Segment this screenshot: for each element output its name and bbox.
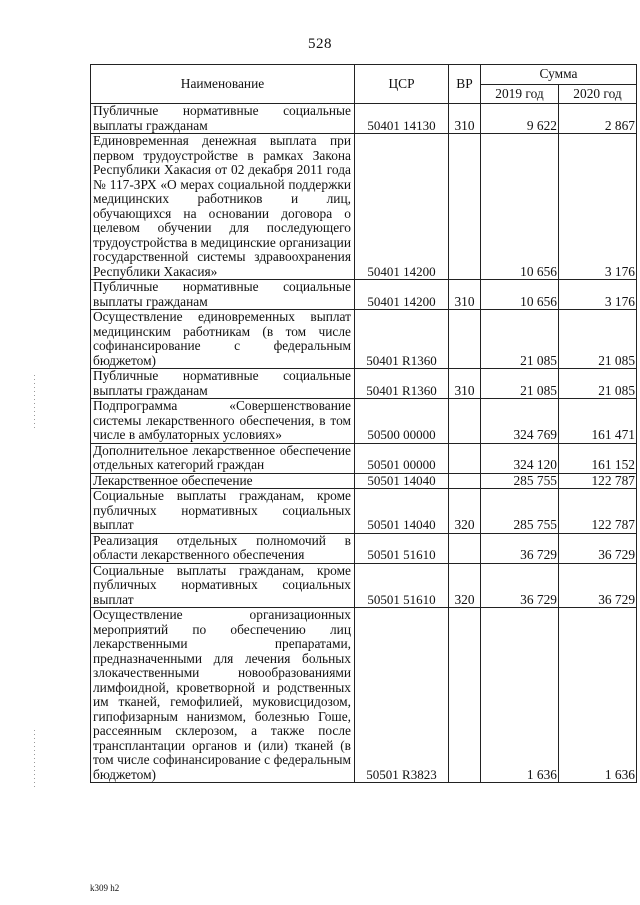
row-sum-2020: 21 085 — [559, 369, 637, 399]
row-name: Дополнительное лекарственное обеспечение отдельных категорий граждан — [91, 443, 355, 473]
row-name: Лекарственное обеспечение — [91, 473, 355, 489]
row-csr: 50501 00000 — [355, 443, 449, 473]
margin-scan-mark — [34, 375, 35, 430]
row-vr: 310 — [449, 369, 481, 399]
table-row — [91, 369, 637, 399]
row-csr: 50401 R1360 — [355, 369, 449, 399]
table-row — [91, 563, 637, 608]
row-csr: 50501 51610 — [355, 563, 449, 608]
table-row — [91, 473, 637, 489]
row-sum-2019: 36 729 — [481, 533, 559, 563]
row-vr — [449, 533, 481, 563]
table-row — [91, 399, 637, 444]
header-vr: ВР — [449, 65, 481, 104]
row-csr: 50401 14200 — [355, 280, 449, 310]
row-sum-2020: 161 152 — [559, 443, 637, 473]
row-csr: 50501 14040 — [355, 489, 449, 534]
row-sum-2020: 36 729 — [559, 563, 637, 608]
row-sum-2019: 285 755 — [481, 489, 559, 534]
row-sum-2019: 10 656 — [481, 280, 559, 310]
row-sum-2019: 21 085 — [481, 310, 559, 369]
row-sum-2019: 9 622 — [481, 104, 559, 134]
table-row — [91, 443, 637, 473]
row-sum-2020: 21 085 — [559, 310, 637, 369]
row-sum-2020: 36 729 — [559, 533, 637, 563]
row-vr — [449, 134, 481, 280]
row-csr: 50401 14130 — [355, 104, 449, 134]
row-sum-2020: 122 787 — [559, 473, 637, 489]
table-row — [91, 104, 637, 134]
row-name: Социальные выплаты гражданам, кроме публичных нормативных социальных выплат — [91, 489, 355, 534]
row-vr — [449, 310, 481, 369]
row-name: Подпрограмма «Совершенствование системы лекарственного обеспечения, в том числе в амбулаторных условиях» — [91, 399, 355, 444]
row-name: Осуществление единовременных выплат медицинским работникам (в том числе софинансирование с федеральным бюджетом) — [91, 310, 355, 369]
row-vr: 310 — [449, 104, 481, 134]
header-year-2019: 2019 год — [481, 84, 559, 104]
footer-code: k309 h2 — [90, 883, 120, 893]
row-sum-2020: 2 867 — [559, 104, 637, 134]
row-name: Социальные выплаты гражданам, кроме публичных нормативных социальных выплат — [91, 563, 355, 608]
row-name: Осуществление организационных мероприятий по обеспечению лиц лекарственными препаратами, предназначенными для лечения больных злокачественными новообразованиями лимфоидной, кроветворной и родственных им тканей, гемофилией, муковисцидозом, гипофизарным нанизмом, болезнью Гоше, рассеянным склерозом, а также после трансплантации органов и (или) тканей (в том числе софинансирование с федеральным бюджетом) — [91, 608, 355, 783]
page-number: 528 — [308, 36, 332, 52]
row-vr — [449, 399, 481, 444]
row-csr: 50501 14040 — [355, 473, 449, 489]
row-vr: 320 — [449, 563, 481, 608]
row-vr: 310 — [449, 280, 481, 310]
header-name: Наименование — [91, 65, 355, 104]
row-vr — [449, 608, 481, 783]
header-sum: Сумма — [481, 65, 637, 85]
budget-table — [90, 64, 637, 783]
row-sum-2020: 1 636 — [559, 608, 637, 783]
table-row — [91, 489, 637, 534]
row-sum-2020: 161 471 — [559, 399, 637, 444]
row-vr — [449, 473, 481, 489]
row-name: Публичные нормативные социальные выплаты гражданам — [91, 369, 355, 399]
header-year-2020: 2020 год — [559, 84, 637, 104]
row-sum-2020: 3 176 — [559, 134, 637, 280]
row-sum-2020: 3 176 — [559, 280, 637, 310]
row-csr: 50401 14200 — [355, 134, 449, 280]
table-row — [91, 280, 637, 310]
row-vr: 320 — [449, 489, 481, 534]
row-name: Публичные нормативные социальные выплаты гражданам — [91, 104, 355, 134]
row-sum-2019: 10 656 — [481, 134, 559, 280]
table-row — [91, 134, 637, 280]
row-sum-2019: 21 085 — [481, 369, 559, 399]
row-csr: 50501 R3823 — [355, 608, 449, 783]
table-row — [91, 310, 637, 369]
row-sum-2019: 36 729 — [481, 563, 559, 608]
row-csr: 50501 51610 — [355, 533, 449, 563]
margin-scan-mark — [34, 730, 35, 790]
row-name: Единовременная денежная выплата при первом трудоустройстве в рамках Закона Республики Хакасия от 02 декабря 2011 года № 117-ЗРХ «О мерах социальной поддержки медицинских работников и лиц, обучающихся на основании договора о целевом обучении для последующего трудоустройства в медицинские организации государственной системы здравоохранения Республики Хакасия» — [91, 134, 355, 280]
row-name: Реализация отдельных полномочий в области лекарственного обеспечения — [91, 533, 355, 563]
row-sum-2019: 285 755 — [481, 473, 559, 489]
table-row — [91, 608, 637, 783]
row-sum-2019: 324 120 — [481, 443, 559, 473]
row-sum-2019: 1 636 — [481, 608, 559, 783]
header-csr: ЦСР — [355, 65, 449, 104]
row-csr: 50401 R1360 — [355, 310, 449, 369]
row-sum-2020: 122 787 — [559, 489, 637, 534]
row-csr: 50500 00000 — [355, 399, 449, 444]
row-name: Публичные нормативные социальные выплаты гражданам — [91, 280, 355, 310]
table-body — [91, 104, 637, 783]
row-sum-2019: 324 769 — [481, 399, 559, 444]
table-row — [91, 533, 637, 563]
row-vr — [449, 443, 481, 473]
